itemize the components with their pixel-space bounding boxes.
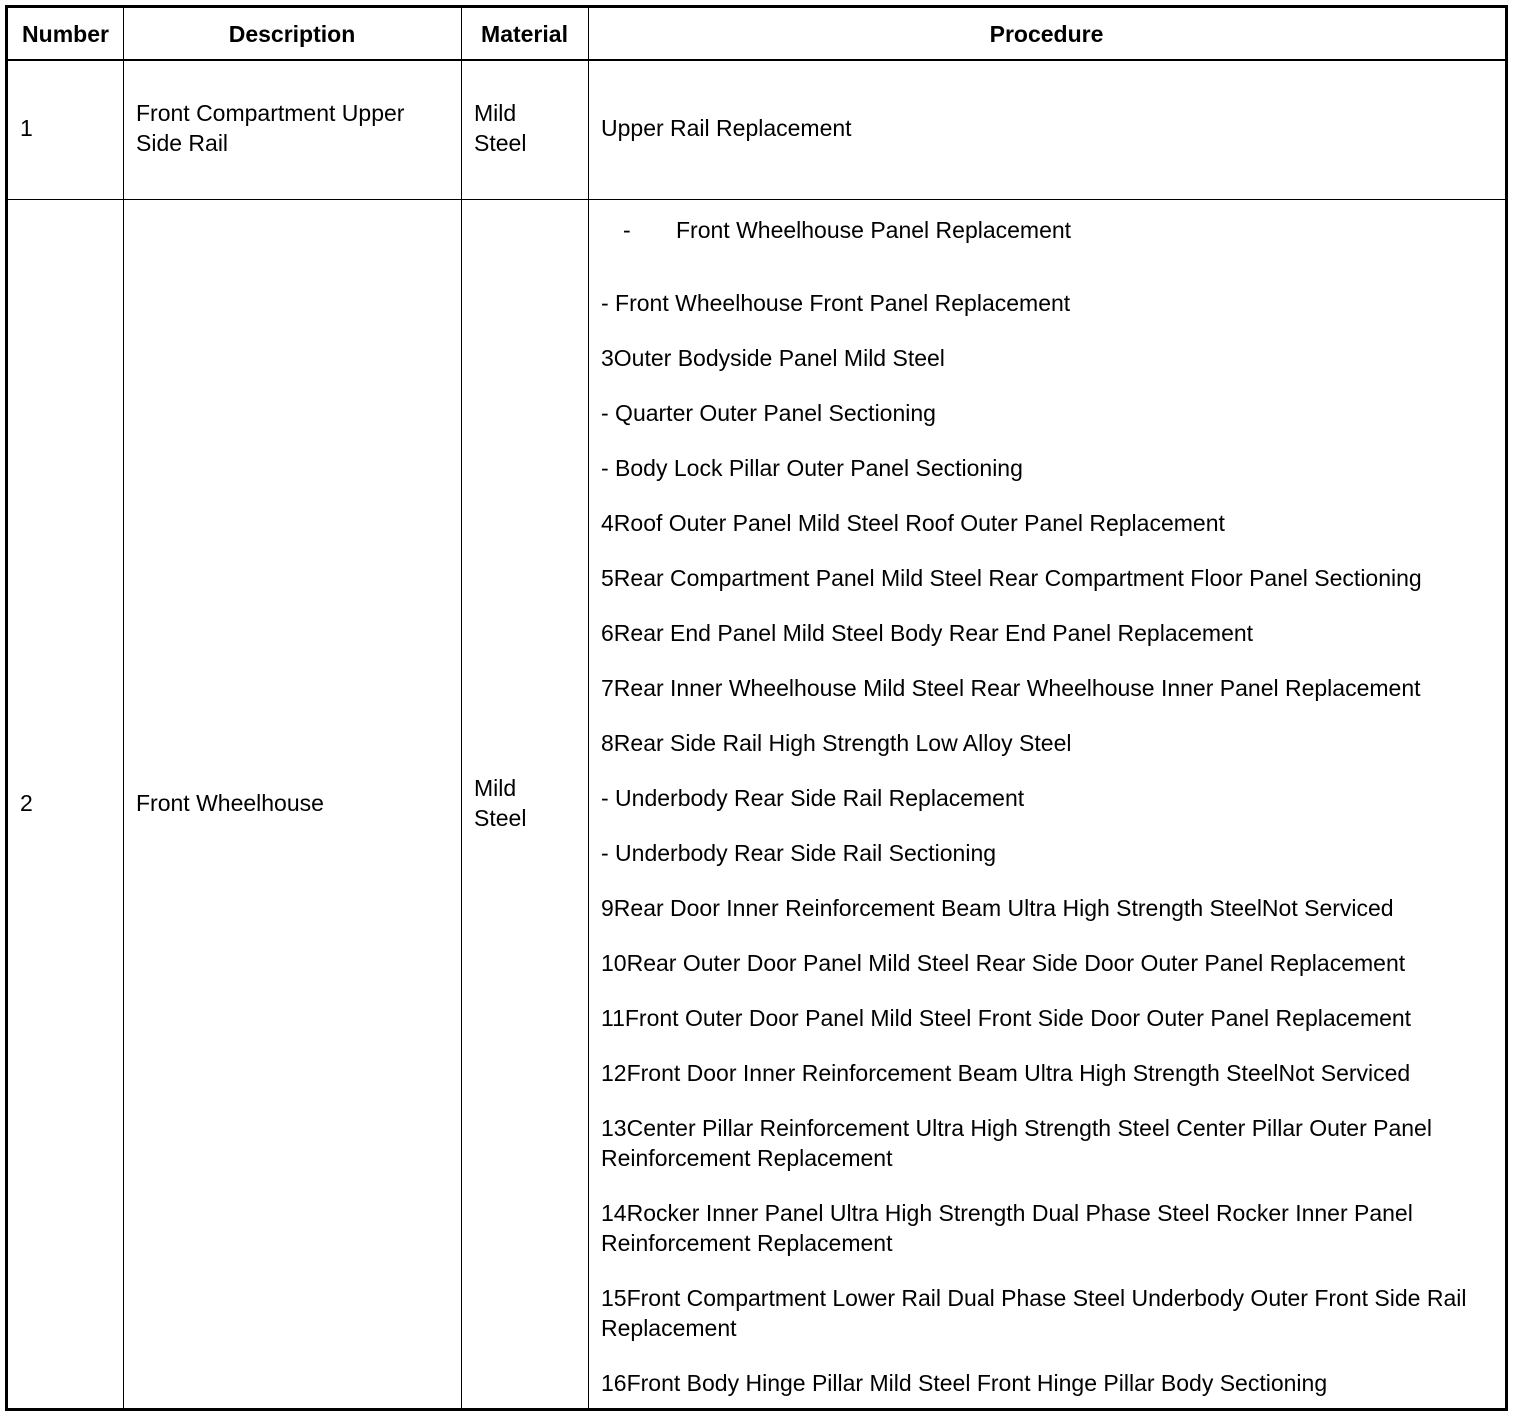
procedure-item: - Underbody Rear Side Rail Replacement bbox=[601, 785, 1025, 811]
column-divider bbox=[461, 8, 462, 1408]
procedure-item: Front Wheelhouse Panel Replacement bbox=[676, 217, 1072, 243]
procedure-item: 13Center Pillar Reinforcement Ultra High Strength Steel Center Pillar Outer Panel Reinforcement Replacement bbox=[601, 1115, 1432, 1171]
row-divider bbox=[8, 199, 1505, 200]
row2-material: Mild Steel bbox=[474, 775, 527, 831]
header-procedure: Procedure bbox=[989, 21, 1104, 47]
row1-procedure: Upper Rail Replacement bbox=[601, 115, 852, 141]
row1-description: Front Compartment Upper Side Rail bbox=[136, 100, 405, 156]
procedure-item: - Body Lock Pillar Outer Panel Sectioning bbox=[601, 455, 1023, 481]
procedure-item: 9Rear Door Inner Reinforcement Beam Ultra High Strength SteelNot Serviced bbox=[601, 895, 1394, 921]
procedure-item: 14Rocker Inner Panel Ultra High Strength Dual Phase Steel Rocker Inner Panel Reinforcement Replacement bbox=[601, 1200, 1413, 1256]
procedure-table bbox=[5, 5, 1508, 1411]
procedure-item: 4Roof Outer Panel Mild Steel Roof Outer Panel Replacement bbox=[601, 510, 1225, 536]
procedure-item: 8Rear Side Rail High Strength Low Alloy Steel bbox=[601, 730, 1072, 756]
procedure-item: 7Rear Inner Wheelhouse Mild Steel Rear Wheelhouse Inner Panel Replacement bbox=[601, 675, 1421, 701]
column-divider bbox=[123, 8, 124, 1408]
column-divider bbox=[588, 8, 589, 1408]
procedure-item: 10Rear Outer Door Panel Mild Steel Rear Side Door Outer Panel Replacement bbox=[601, 950, 1406, 976]
row2-number: 2 bbox=[20, 790, 33, 816]
procedure-item: - Underbody Rear Side Rail Sectioning bbox=[601, 840, 997, 866]
procedure-item: 11Front Outer Door Panel Mild Steel Front Side Door Outer Panel Replacement bbox=[601, 1005, 1412, 1031]
procedure-item: 15Front Compartment Lower Rail Dual Phase Steel Underbody Outer Front Side Rail Replacement bbox=[601, 1285, 1467, 1341]
row2-description: Front Wheelhouse bbox=[136, 790, 324, 816]
procedure-item: 16Front Body Hinge Pillar Mild Steel Front Hinge Pillar Body Sectioning bbox=[601, 1370, 1328, 1396]
row1-number: 1 bbox=[20, 115, 33, 141]
procedure-bullet: - bbox=[623, 217, 631, 243]
procedure-item: - Front Wheelhouse Front Panel Replacement bbox=[601, 290, 1071, 316]
header-number: Number bbox=[22, 21, 109, 47]
header-material: Material bbox=[481, 21, 568, 47]
procedure-item: 3Outer Bodyside Panel Mild Steel bbox=[601, 345, 945, 371]
header-description: Description bbox=[228, 21, 356, 47]
procedure-item: 5Rear Compartment Panel Mild Steel Rear Compartment Floor Panel Sectioning bbox=[601, 565, 1422, 591]
procedure-item: 6Rear End Panel Mild Steel Body Rear End Panel Replacement bbox=[601, 620, 1254, 646]
procedure-item: 12Front Door Inner Reinforcement Beam Ultra High Strength SteelNot Serviced bbox=[601, 1060, 1411, 1086]
procedure-item: - Quarter Outer Panel Sectioning bbox=[601, 400, 936, 426]
row1-material: Mild Steel bbox=[474, 100, 527, 156]
